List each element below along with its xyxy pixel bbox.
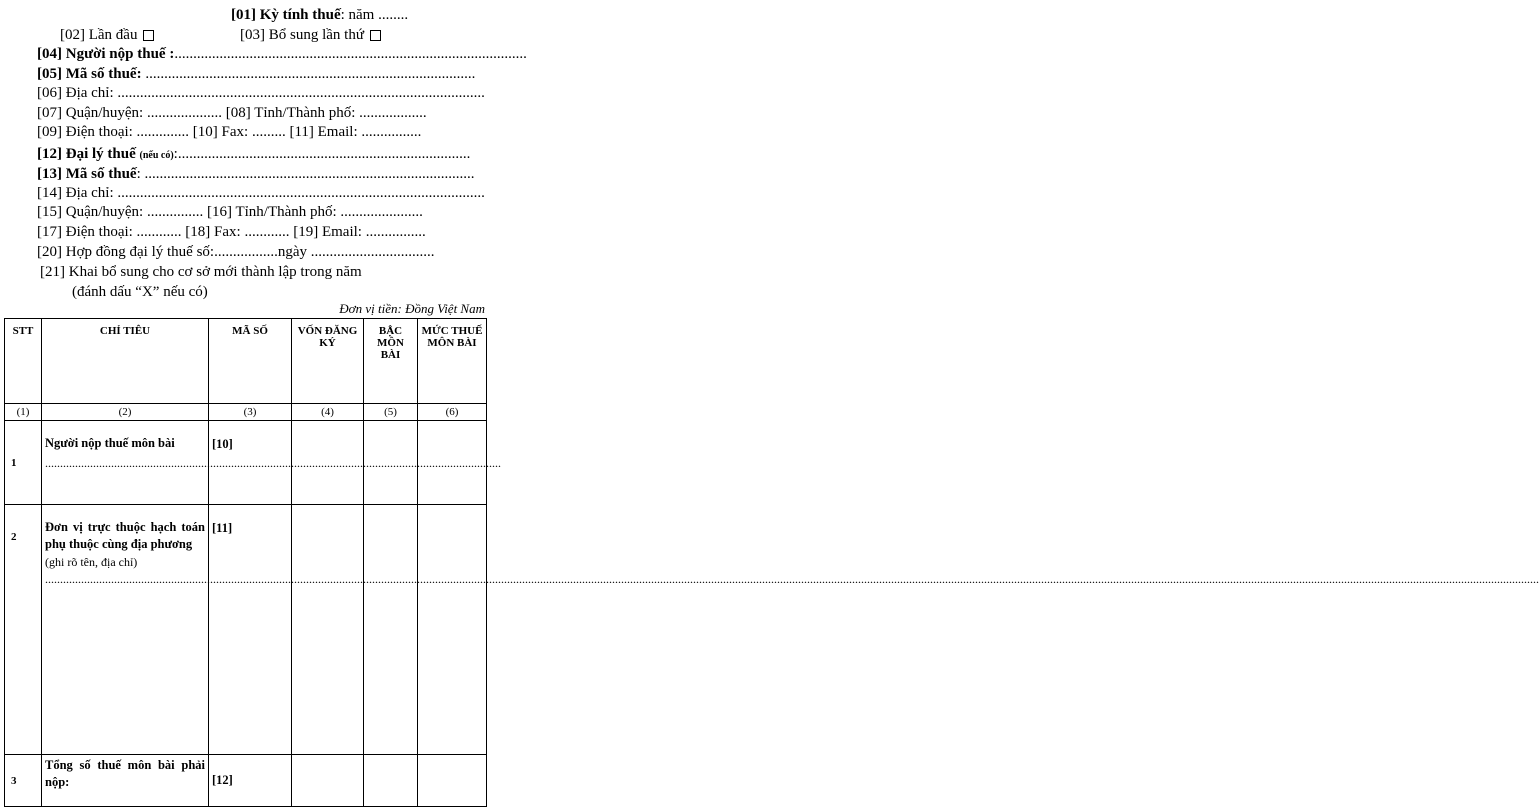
tax-code-label: [05] Mã số thuế: [37,66,142,82]
row-stt: 3 [5,755,42,807]
row-note: (ghi rõ tên, địa chỉ) [45,555,138,569]
tax-code-line [37,65,487,83]
column-number-row [5,404,487,421]
row-title: Tổng số thuế môn bài phải nộp: [45,758,205,789]
row-stt: 2 [5,505,42,755]
address-line: [06] Địa chỉ: .................................................................................................. [37,85,485,101]
row-capital-cell[interactable] [292,755,364,807]
agent-tax-code-label: [13] Mã số thuế [37,166,137,182]
agent-address-line: [14] Địa chỉ: .................................................................................................. [37,185,485,201]
table-row [5,505,487,755]
agent-tax-code-line [37,165,487,183]
agent-tax-code-dots: : ........................................................................................ [136,166,475,182]
row-dots: .................................................................................................................................................................................................................................................................................................................................................................................................................................................................................................................. [45,572,1539,586]
col-header-capital: VỐN ĐĂNG KÝ [292,319,364,404]
column-number: (6) [418,404,487,421]
tax-agent-label: [12] Đại lý thuế [37,146,136,162]
license-tax-table [4,318,1539,807]
col-header-tax-level: BẬC MÔN BÀI [364,319,418,404]
row-indicator-cell [42,755,209,807]
column-number: (1) [5,404,42,421]
col-header-code: MÃ SỐ [209,319,292,404]
new-establishment-line: [21] Khai bổ sung cho cơ sở mới thành lập trong năm [40,264,362,280]
tax-agent-dots: :.............................................................................. [173,146,471,162]
col-header-indicator: CHỈ TIÊU [42,319,209,404]
first-time-checkbox[interactable] [143,30,154,41]
first-time-label: [02] Lần đầu [60,27,138,43]
row-dots: ........................................................................................................................................................ [45,456,501,470]
tax-agent-line [37,145,487,165]
tax-period-value: : năm ........ [340,7,409,23]
row-code: [12] [209,755,292,807]
column-number: (5) [364,404,418,421]
row-tax-amount-cell[interactable] [418,755,487,807]
tax-code-dots: ........................................................................................ [145,66,476,82]
district-province-line: [07] Quận/huyện: .................... [08] Tỉnh/Thành phố: .................. [37,105,427,121]
tax-period-line [231,6,491,24]
row-tax-level-cell[interactable] [364,755,418,807]
supplement-checkbox[interactable] [370,30,381,41]
col-header-tax-amount: MỨC THUẾ MÔN BÀI [418,319,487,404]
first-time-line [60,26,240,44]
agent-phone-fax-email-line: [17] Điện thoại: ............ [18] Fax: ............ [19] Email: ................ [37,224,426,240]
column-number: (2) [42,404,209,421]
currency-unit-note: Đơn vị tiền: Đồng Việt Nam [339,301,485,316]
table-row [5,755,487,807]
row-tax-amount-cell[interactable] [418,505,487,755]
column-number: (4) [292,404,364,421]
row-code: [10] [209,421,292,505]
supplement-line [240,26,491,44]
tax-period-label: Kỳ tính thuế [259,7,341,23]
tax-agent-note: (nếu có) [139,150,174,161]
table-header-row [5,319,487,404]
row-tax-level-cell[interactable] [364,505,418,755]
column-number: (3) [209,404,292,421]
row-code: [11] [209,505,292,755]
taxpayer-label: [04] Người nộp thuế : [37,46,175,62]
phone-fax-email-line: [09] Điện thoại: .............. [10] Fax: ......... [11] Email: ................ [37,124,422,140]
table-row [5,421,487,505]
agent-district-province-line: [15] Quận/huyện: ............... [16] Tỉnh/Thành phố: ...................... [37,204,423,220]
new-establishment-note: (đánh dấu “X” nếu có) [72,284,208,300]
row-title: Người nộp thuế môn bài [45,436,175,450]
taxpayer-dots: .............................................................................................. [174,46,527,62]
supplement-label: [03] Bổ sung lần thứ [240,27,364,43]
col-header-stt: STT [5,319,42,404]
agent-contract-line: [20] Hợp đồng đại lý thuế số:.................ngày ................................. [37,244,435,260]
row-capital-cell[interactable] [292,505,364,755]
row-title: Đơn vị trực thuộc hạch toán phụ thuộc cùng địa phương [45,520,205,551]
taxpayer-line [37,45,527,63]
row-stt: 1 [5,421,42,505]
tax-period-code: [01] [231,7,256,23]
